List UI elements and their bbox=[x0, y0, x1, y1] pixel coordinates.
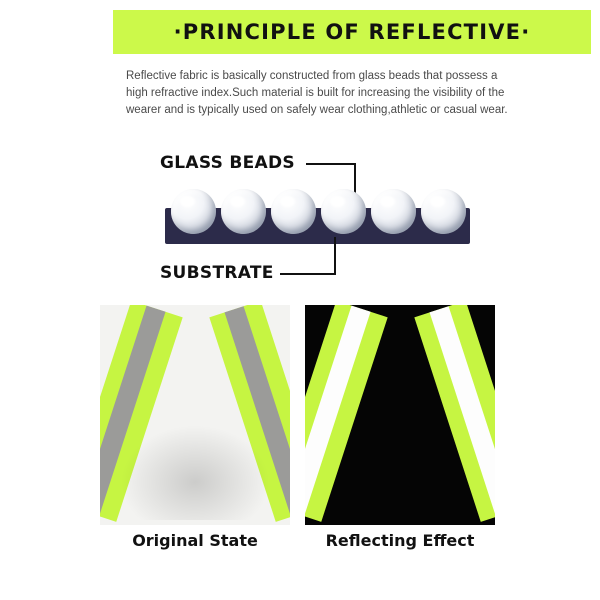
glass-bead bbox=[171, 189, 216, 234]
photo-cell-reflecting bbox=[305, 305, 495, 550]
substrate-leader-horizontal bbox=[280, 273, 336, 275]
photo-original-state bbox=[100, 305, 290, 525]
glass-bead-row bbox=[165, 189, 470, 239]
glass-bead bbox=[371, 189, 416, 234]
substrate-label: SUBSTRATE bbox=[160, 263, 274, 283]
strap-shadow bbox=[120, 425, 270, 520]
description-text: Reflective fabric is basically constructed from glass beads that possess a high refractive index.Such material is built for increasing the visibility of the wearer and is typically used on safely wear clothing,athletic or casual wear. bbox=[126, 70, 508, 116]
page-title: ·PRINCIPLE OF REFLECTIVE· bbox=[173, 20, 531, 44]
glass-bead bbox=[421, 189, 466, 234]
caption-original-state: Original State bbox=[132, 531, 258, 550]
photo-reflecting-effect bbox=[305, 305, 495, 525]
strap-arm-right bbox=[414, 305, 495, 522]
glass-bead bbox=[321, 189, 366, 234]
photo-comparison bbox=[0, 305, 600, 555]
glass-beads-leader-horizontal bbox=[306, 163, 356, 165]
glass-bead bbox=[271, 189, 316, 234]
photo-cell-original bbox=[100, 305, 290, 550]
glass-bead bbox=[221, 189, 266, 234]
glass-beads-label: GLASS BEADS bbox=[160, 153, 295, 173]
strap-arm-left bbox=[305, 305, 388, 522]
header-banner bbox=[113, 10, 591, 54]
substrate-leader-vertical bbox=[334, 237, 336, 275]
bead-substrate-diagram bbox=[0, 145, 600, 295]
caption-reflecting-effect: Reflecting Effect bbox=[325, 531, 475, 550]
